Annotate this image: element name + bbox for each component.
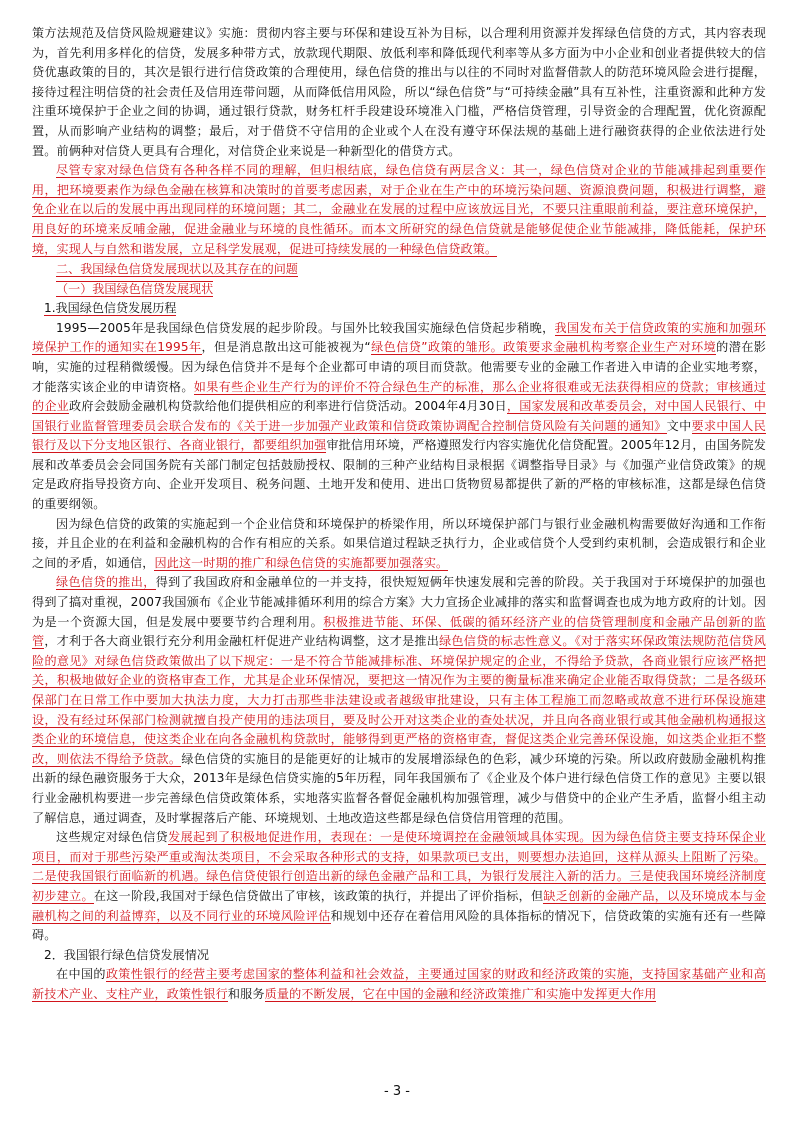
section-heading-text: 二、我国绿色信贷发展现状以及其存在的问题 (56, 262, 298, 277)
launch-text-f: 绿色信贷的实施目的是能更好的让城市的发展增添绿色的色彩，减少环境的污染。所以政府鼓励金融机构推出新的绿色融资服务于大众，2013年是绿色信贷实施的5年历程，同年我国颁布了《企业及个体户进行绿色信贷工作的意见》主要以银行业金融机构要进一步完善绿色信贷政策体系，实地落实监督各督促金融机构加强管理，减少与借贷中的企业产生矛盾，监督小组主动了解信息，通过调查，及时掌握落后产能、环境规划、土地改造这些都是绿色信贷信用管理的范围。 (32, 751, 766, 825)
history-highlight-b: 我国发布关于信贷政策的实施和加强环境保护工作的通知实在1995年 (32, 320, 766, 355)
sub-heading-bank: 2．我国银行绿色信贷发展情况 (44, 947, 209, 962)
bank-highlight-b: 政策性银行的经营主要考虑国家的整体利益和社会效益，主要通过国家的财政和经济政策的实施，支持国家基础产业和高新技术产业、支柱产业，政策性银行 (32, 967, 766, 1001)
effects-text-e: 和规划中还存在着信用风险的具体指标的情况下，信贷政策的实施有还有一些障碍。 (32, 908, 766, 943)
history-text-a: 1995—2005年是我国绿色信贷发展的起步阶段。与国外比较我国实施绿色信贷起步稍晚， (56, 320, 555, 335)
subsection-heading-text: （一）我国绿色信贷发展现状 (56, 282, 214, 297)
history-text-c: ，但是消息散出这可能被视为“ (201, 340, 371, 355)
history-highlight-h: ，国家发展和改革委员会，对中国人民银行、中国银行业监督管理委员会联合发布的《关于进一步加强产业政策和信贷政策协调配合控制信贷风险有关问题的通知》 (32, 399, 767, 433)
effects-highlight-d: 缺乏创新的金融产品，以及环境成本与金融机构之间的利益博弈，以及不同行业的环境风险评估 (32, 888, 766, 923)
launch-text-b: 得到了我国政府和金融单位的一并支持，很快短短俩年快速发展和完善的阶段。关于我国对于环境保护的加强也得到了搞对重视，2007我国颁布《企业节能减排循环利用的综合方案》大力宣扬企业减排的落实和监督调查也成为地方政府的计划。因为是一个资源大国，但是发展中要要节约合理利用。 (32, 575, 766, 629)
paragraph-history (32, 319, 766, 515)
bank-text-c: 和服务 (227, 986, 265, 1001)
definition-text: 尽管专家对绿色信贷有各种各样不同的理解，但归根结底，绿色信贷有两层含义：其一，绿色信贷对企业的节能减排起到重要作用，把环境要素作为绿色金融在核算和决策时的首要考虑因素，对于企业在生产中的环境污染问题、资源浪费问题，积极进行调整，避免企业在以后的发展中再出现同样的环境问题；其二，金融业在发展的过程中应该放远目光，不要只注重眼前利益，要注意环境保护，用良好的环境来反哺金融，促进金融业与环境的良性循环。而本文所研究的绿色信贷就是能够促使企业节能减排，降低能耗，保护环境，实现人与自然和谐发展，立足科学发展观，促进可持续发展的一种绿色信贷政策。 (32, 163, 766, 256)
history-text-e: 的潜在影响，实施的过程稍微缓慢。因为绿色信贷并不是每个企业都可申请的项目而贷款。他需要专业的金融工作者进入申请的企业实地考察，才能落实该企业的申请资格。 (32, 340, 767, 394)
history-text-i: 文中 (666, 418, 692, 433)
launch-highlight-c: 积极推进节能、环保、低碳的循环经济产业的信贷管理制度和金融产品创新的监管 (32, 614, 766, 649)
paragraph-effects (32, 828, 766, 946)
sub-heading-history (32, 299, 766, 319)
paragraph-definition (32, 161, 766, 259)
section-heading (32, 259, 766, 279)
subsection-heading (32, 279, 766, 299)
paragraph-1: 策方法规范及信贷风险规避建议》实施：贯彻内容主要与环保和建设互补为目标，以合理利用资源并发挥绿色信贷的方式，其内容表现为，首先利用多样化的信贷，发展多种带方式，放款现代期限、放低利率和降低现代利率等从多方面为中小企业和创业者提供较大的信贷优惠政策的目的，其次是银行进行信贷政策的合理使用，绿色信贷的推出与以往的不同时对监督借款人的防范环境风险会进行提醒，接待过程注明信贷的社会责任及信用连带问题，从而降低信用风险，所以“绿色信贷”与“可持续金融”具有互补性，注重资源和此种方发注重环境保护于企业之间的协调，通过银行贷款，财务杠杆手段建设环境准入门槛，严格信贷管理，引导资金的合理配置，优化资源配置，从而影响产业结构的调整；最后，对于借贷不守信用的企业或个人在没有遵守环保法规的基础上进行融资获得的企业依法进行处置。前俩种对信贷人更具有合理化，对信贷企业来说是一种新型化的借贷方式。 (32, 26, 766, 158)
bank-highlight-d: 质量的不断发展，它在中国的金融和经济政策推广和实施中发挥更大作用 (264, 986, 657, 1001)
document-page (32, 24, 766, 1005)
effects-text-a: 这些规定对绿色信贷 (56, 830, 169, 845)
paragraph-bank (32, 965, 766, 1004)
paragraph-bridge (32, 515, 766, 574)
sub-heading-history-text: 1.我国绿色信贷发展历程 (44, 301, 177, 316)
launch-text-d: ，才利于各大商业银行充分利用金融杠杆促进产业结构调整，这才是推出 (44, 634, 440, 649)
bridge-highlight-b: 因此这一时期的推广和绿色信贷的实施都要加强落实。 (154, 555, 449, 570)
bridge-text-a: 因为绿色信贷的政策的实施起到一个企业信贷和环境保护的桥梁作用，所以环境保护部门与银行业金融机构需要做好沟通和工作衔接，并且企业的在利益和金融机构的合作有相应的关系。如果信道过程缺乏执行力，企业或信贷个人受到约束机制，会造成银行和企业之间的矛盾，如通信， (32, 516, 766, 570)
paragraph-launch (32, 573, 766, 828)
history-highlight-f: 如果有些企业生产行为的评价不符合绿色生产的标准，那么企业将很难或无法获得相应的贷款；审核通过的企业 (32, 379, 767, 414)
history-highlight-j: 要求中国人民银行及以下分支地区银行、各商业银行，都要组织加强 (32, 418, 766, 453)
bank-text-a: 在中国的 (56, 967, 106, 982)
effects-highlight-b: 发展起到了积极地促进作用，表现在：一是使环境调控在金融领域具体实现。因为绿色信贷主要支持环保企业项目，而对于那些污染严重或淘汰类项目，不会采取各种形式的支持，如果款项已支出，则要想办法追回，这样从源头上阻断了污染。二是使我国银行面临新的机遇。绿色信贷使银行创造出新的绿色金融产品和工具，为银行发展注入新的活力。三是使我国环境经济制度初步建立。 (32, 830, 766, 903)
history-text-g: 政府会鼓励金融机构贷款给他们提供相应的利率进行信贷活动。2004年4月30日 (69, 399, 507, 414)
launch-highlight-a: 绿色信贷的推出， (56, 575, 156, 590)
launch-highlight-e: 绿色信贷的标志性意义。《对于落实环保政策法规防范信贷风险的意见》对绿色信贷政策做出了以下规定：一是不符合节能减排标准、环境保护规定的企业，不得给予贷款，各商业银行应该严格把关，积极地做好企业的资格审查工作，尤其是企业环保情况，要把这一情况作为主要的衡量标准来确定企业能否取得贷款；二是各级环保部门在日常工作中要加大执法力度，大力打击那些非法建设或者越级审批建设，只有主体工程施工而忽略或故意不进行环保设施建设，没有经过环保部门检测就擅自投产使用的违法项目，要及时公开对这类企业的查处状况，并且向各商业银行或其他金融机构通报这类企业的环境信息，使这类企业在向各金融机构贷款时，能够得到更严格的资格审查，督促这类企业完善环保设施，如这类企业拒不整改，则依法不得给予贷款。 (32, 634, 766, 766)
history-highlight-d: 绿色信贷”政策的雏形。政策要求金融机构考察企业生产对环境 (370, 340, 717, 355)
history-text-k: 审批信用环境，严格遵照发行内容实施优化信贷配置。2005年12月，由国务院发展和改革委员会会同国务院有关部门制定包括鼓励授权、限制的三种产业结构目录根据《调整指导目录》与《加强产业信贷政策》的规定是政府指导投资方向、企业开发项目、税务问题、土地开发和使用、进出口货物贸易都提供了新的严格的审核标准，这都是绿色信贷的重要纲领。 (32, 438, 766, 512)
effects-text-c: 在这一阶段,我国对于绿色信贷做出了审核，该政策的执行，并提出了评价指标，但 (93, 888, 544, 903)
page-number: - 3 - (384, 1084, 410, 1099)
